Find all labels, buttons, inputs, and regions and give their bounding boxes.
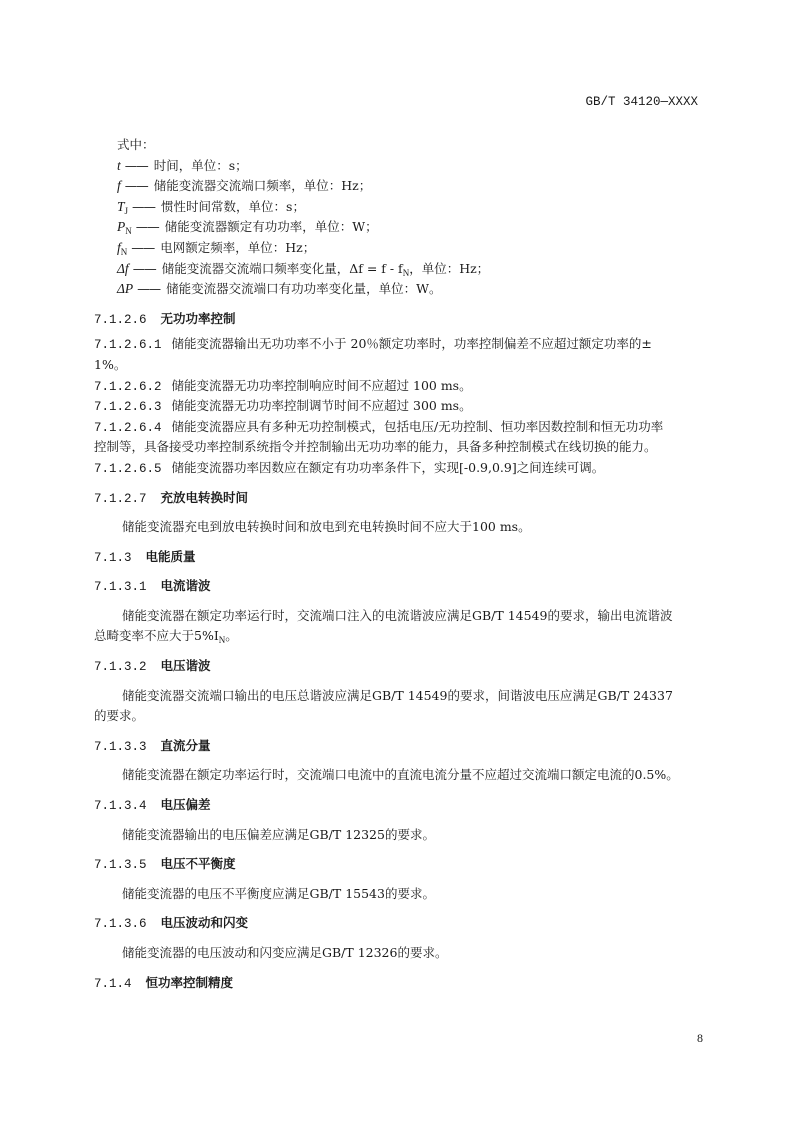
clause xyxy=(94,458,704,479)
definition-item xyxy=(94,279,704,300)
clause xyxy=(94,396,704,417)
clause-text: 储能变流器无功功率控制响应时间不应超过 100 ms。 xyxy=(171,377,472,393)
section-number: 7.1.3.5 xyxy=(94,858,147,873)
section-number: 7.1.3.2 xyxy=(94,660,147,675)
section-title: 无功功率控制 xyxy=(160,310,236,326)
paragraph: 储能变流器的电压不平衡度应满足GB/T 15543的要求。 xyxy=(122,885,435,901)
paragraph: 储能变流器在额定功率运行时，交流端口电流中的直流电流分量不应超过交流端口额定电流的0.5%。 xyxy=(122,767,679,783)
clause xyxy=(94,417,704,438)
section-heading xyxy=(94,309,704,330)
paragraph: 储能变流器的电压波动和闪变应满足GB/T 12326的要求。 xyxy=(122,945,448,960)
paragraph: 储能变流器交流端口输出的电压总谐波应满足GB/T 14549的要求，间谐波电压应满足GB/T 24337 xyxy=(122,687,673,703)
section-number: 7.1.3.1 xyxy=(94,580,147,595)
definition-item xyxy=(94,217,704,238)
symbol: T xyxy=(117,198,125,214)
page-number: 8 xyxy=(697,1031,703,1045)
section-title: 直流分量 xyxy=(160,737,211,753)
dash-separator: —— xyxy=(135,219,159,235)
paragraph-continuation: 的要求。 xyxy=(94,708,145,724)
dash-separator: —— xyxy=(137,281,161,297)
section-title: 充放电转换时间 xyxy=(160,489,249,505)
section-heading xyxy=(94,547,704,568)
section-number: 7.1.2.7 xyxy=(94,491,147,506)
definition-item xyxy=(94,197,704,218)
definition-text: 电网额定频率，单位：Hz； xyxy=(160,239,316,255)
section-heading xyxy=(94,795,704,816)
clause-number: 7.1.2.6.1 xyxy=(94,338,162,353)
text-subscript: N xyxy=(218,635,226,646)
section-number: 7.1.3 xyxy=(94,550,132,565)
section-heading xyxy=(94,913,704,934)
definition-text: 惯性时间常数，单位：s； xyxy=(161,198,305,214)
clause-text: 储能变流器应具有多种无功控制模式，包括电压/无功控制、恒功率因数控制和恒无功功率 xyxy=(171,418,664,434)
section-title: 电能质量 xyxy=(145,548,196,564)
section-title: 恒功率控制精度 xyxy=(145,974,234,990)
where-label: 式中： xyxy=(117,137,155,152)
section-number: 7.1.3.4 xyxy=(94,799,147,814)
clause-number: 7.1.2.6.4 xyxy=(94,420,162,435)
dash-separator: —— xyxy=(132,260,156,276)
section-title: 电压偏差 xyxy=(160,797,211,813)
section-number: 7.1.4 xyxy=(94,976,132,991)
clause-number: 7.1.2.6.3 xyxy=(94,400,162,415)
definition-item xyxy=(94,259,704,280)
dash-separator: —— xyxy=(132,198,156,214)
section-title: 电压波动和闪变 xyxy=(160,915,249,931)
symbol: f xyxy=(117,178,121,194)
clause-number: 7.1.2.6.2 xyxy=(94,379,162,394)
definition-item xyxy=(94,238,704,259)
section-title: 电压谐波 xyxy=(160,658,211,674)
symbol: P xyxy=(117,219,126,235)
definition-text-tail: ，单位：Hz； xyxy=(409,260,490,276)
section-heading xyxy=(94,973,704,994)
symbol: ΔP xyxy=(117,281,134,297)
document-id-header: GB/T 34120—XXXX xyxy=(585,95,698,109)
paragraph: 储能变流器充电到放电转换时间和放电到充电转换时间不应大于100 ms。 xyxy=(122,519,531,535)
dash-separator: —— xyxy=(124,178,148,194)
section-number: 7.1.3.6 xyxy=(94,917,147,932)
paragraph-text: 总畸变率不应大于5%I xyxy=(94,628,219,644)
clause-text: 储能变流器功率因数应在额定有功功率条件下，实现[-0.9,0.9]之间连续可调。 xyxy=(171,459,605,475)
clause-number: 7.1.2.6.5 xyxy=(94,461,162,476)
paragraph: 储能变流器在额定功率运行时，交流端口注入的电流谐波应满足GB/T 14549的要求，输出电流谐波 xyxy=(122,607,673,623)
section-title: 电压不平衡度 xyxy=(160,856,236,872)
section-heading xyxy=(94,656,704,677)
definition-text: 储能变流器交流端口频率变化量，Δf = f - f xyxy=(161,260,403,276)
symbol: t xyxy=(117,157,121,173)
symbol: Δf xyxy=(117,260,129,276)
clause xyxy=(94,334,704,355)
section-heading xyxy=(94,854,704,875)
page-content xyxy=(94,135,704,993)
section-number: 7.1.3.3 xyxy=(94,739,147,754)
definition-text: 时间，单位：s； xyxy=(153,157,248,173)
section-heading xyxy=(94,488,704,509)
definition-text: 储能变流器交流端口频率，单位：Hz； xyxy=(153,178,372,194)
clause-continuation: 控制等，具备接受功率控制系统指令并控制输出无功功率的能力，具备多种控制模式在线切换的能力。 xyxy=(94,439,657,455)
section-heading xyxy=(94,576,704,597)
dash-separator: —— xyxy=(131,239,155,255)
clause-continuation: 1%。 xyxy=(94,356,127,372)
symbol: f xyxy=(117,239,121,255)
paragraph-text-tail: 。 xyxy=(225,628,238,644)
symbol-subscript: J xyxy=(124,205,129,216)
paragraph: 储能变流器输出的电压偏差应满足GB/T 12325的要求。 xyxy=(122,826,435,842)
section-number: 7.1.2.6 xyxy=(94,312,147,327)
section-heading xyxy=(94,736,704,757)
clause xyxy=(94,376,704,397)
symbol-subscript: N xyxy=(125,226,132,237)
dash-separator: —— xyxy=(124,157,148,173)
paragraph-continuation xyxy=(94,626,704,647)
clause-text: 储能变流器无功功率控制调节时间不应超过 300 ms。 xyxy=(171,398,472,414)
text-subscript: N xyxy=(402,267,410,278)
definition-item xyxy=(94,176,704,197)
definition-item xyxy=(94,156,704,177)
section-title: 电流谐波 xyxy=(160,578,211,594)
symbol-subscript: N xyxy=(120,246,128,257)
definition-text: 储能变流器交流端口有功功率变化量，单位：W。 xyxy=(166,281,442,297)
definition-text: 储能变流器额定有功功率，单位：W； xyxy=(164,219,378,235)
clause-text: 储能变流器输出无功功率不小于 20％额定功率时，功率控制偏差不应超过额定功率的± xyxy=(171,336,652,352)
